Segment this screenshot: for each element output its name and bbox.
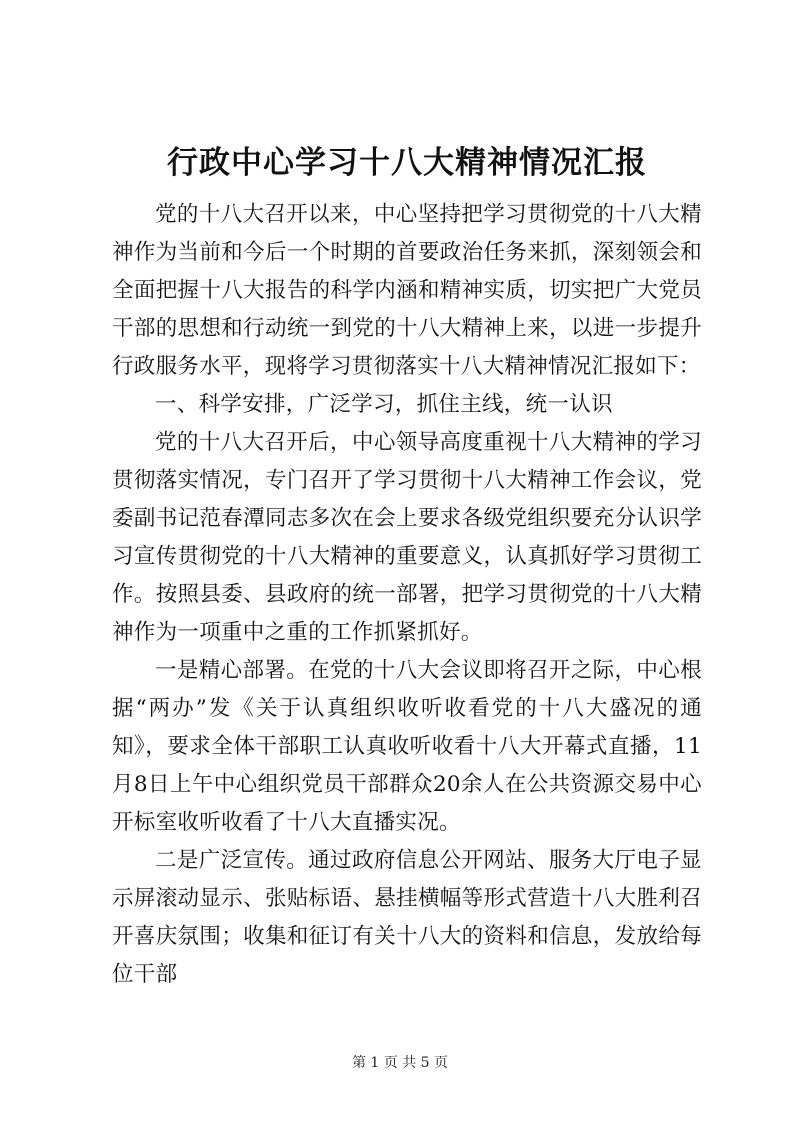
section-heading: 一、科学安排，广泛学习，抓住主线，统一认识: [155, 392, 613, 417]
page-footer: 第 1 页 共 5 页: [351, 1055, 449, 1071]
body-paragraph: 一是精心部署。在党的十八大会议即将召开之际，中心根据“两办”发《关于认真组织收听收看党的十八大盛况的通知》，要求全体干部职工认真收听收看十八大开幕式直播，11月8日上午中心组织党员干部群众20余人在公共资源交易中心开标室收听收看了十八大直播实况。: [112, 658, 702, 835]
document-page: [112, 138, 702, 994]
body-paragraph: 二是广泛宣传。通过政府信息公开网站、服务大厅电子显示屏滚动显示、张贴标语、悬挂横幅等形式营造十八大胜利召开喜庆氛围；收集和征订有关十八大的资料和信息，发放给每位干部: [112, 848, 702, 987]
body-paragraph: 党的十八大召开后，中心领导高度重视十八大精神的学习贯彻落实情况，专门召开了学习贯彻十八大精神工作会议，党委副书记范春潭同志多次在会上要求各级党组织要充分认识学习宣传贯彻党的十八大精神的重要意义，认真抓好学习贯彻工作。按照县委、县政府的统一部署，把学习贯彻党的十八大精神作为一项重中之重的工作抓紧抓好。: [112, 430, 702, 645]
document-title: 行政中心学习十八大精神情况汇报: [167, 145, 647, 181]
intro-paragraph: 党的十八大召开以来，中心坚持把学习贯彻党的十八大精神作为当前和今后一个时期的首要政治任务来抓，深刻领会和全面把握十八大报告的科学内涵和精神实质，切实把广大党员干部的思想和行动统一到党的十八大精神上来，以进一步提升行政服务水平，现将学习贯彻落实十八大精神情况汇报如下：: [112, 202, 702, 379]
